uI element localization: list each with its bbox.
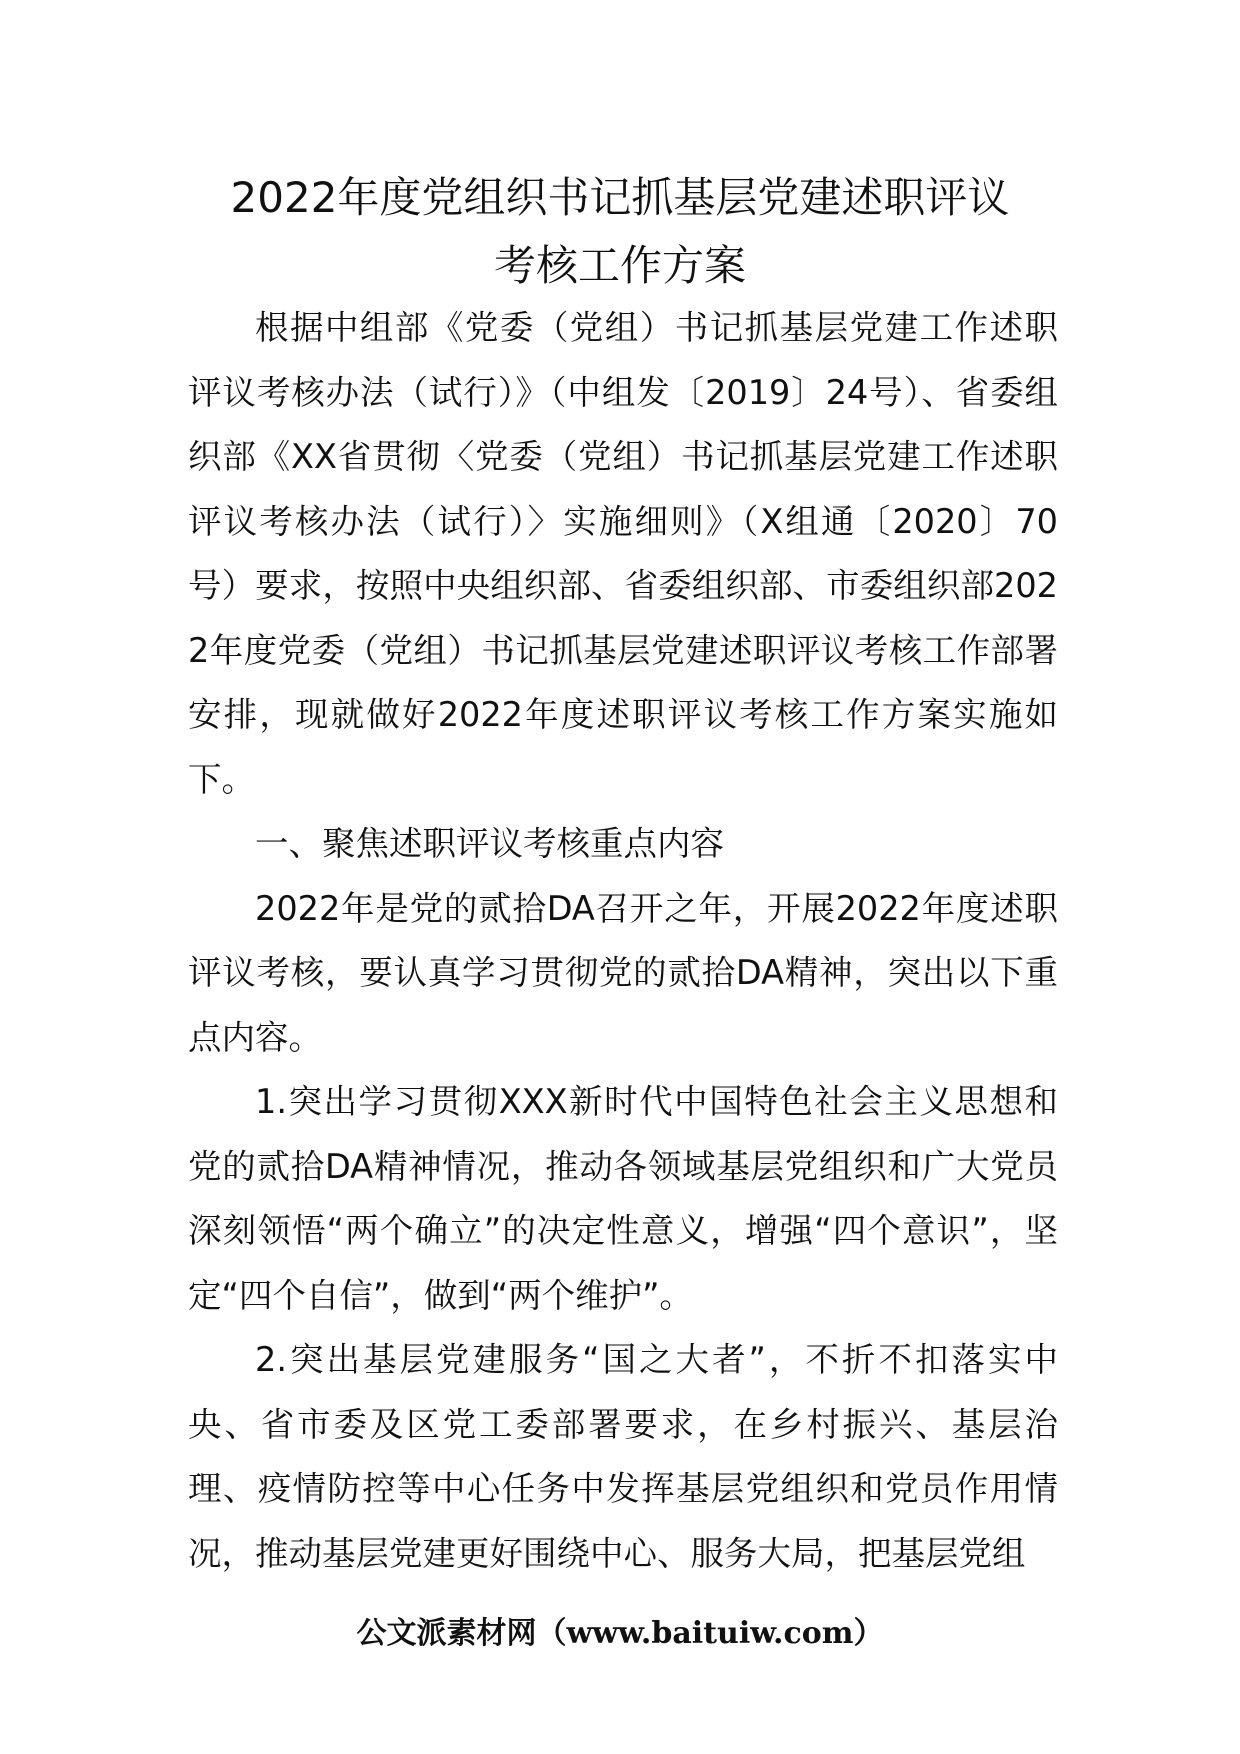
section-heading-1: 一、聚焦述职评议考核重点内容 xyxy=(255,824,724,863)
paragraph-intro: 根据中组部《党委（党组）书记抓基层党建工作述职评议考核办法（试行）》（中组发〔2019〕24号）、省委组织部《XX省贯彻〈党委（党组）书记抓基层党建工作述职评议考核办法（试行）〉实施细则》（X组通〔2020〕70号）要求，按照中央组织部、省委组织部、市委组织部2022年度党委（党组）书记抓基层党建述职评议考核工作部署安排，现就做好2022年度述职评议考核工作方案实施如下。 xyxy=(188,308,1058,799)
paragraph-item-1: 1.突出学习贯彻XXX新时代中国特色社会主义思想和党的贰拾DA精神情况，推动各领域基层党组织和广大党员深刻领悟“两个确立”的决定性意义，增强“四个意识”，坚定“四个自信”，做到“两个维护”。 xyxy=(188,1082,1058,1315)
paragraph-item-2: 2.突出基层党建服务“国之大者”，不折不扣落实中央、省市委及区党工委部署要求，在乡村振兴、基层治理、疫情防控等中心任务中发挥基层党组织和党员作用情况，推动基层党建更好围绕中心、服务大局，把基层党组 xyxy=(188,1340,1058,1573)
footer-watermark: 公文派素材网（www.baituiw.com） xyxy=(356,1616,884,1651)
document-body xyxy=(188,296,1058,1586)
document-title-line-1: 2022年度党组织书记抓基层党建述职评议 xyxy=(230,173,1010,222)
document-title-line-2: 考核工作方案 xyxy=(493,241,746,290)
paragraph-section-1-intro: 2022年是党的贰拾DA召开之年，开展2022年度述职评议考核，要认真学习贯彻党的贰拾DA精神，突出以下重点内容。 xyxy=(188,888,1058,1057)
